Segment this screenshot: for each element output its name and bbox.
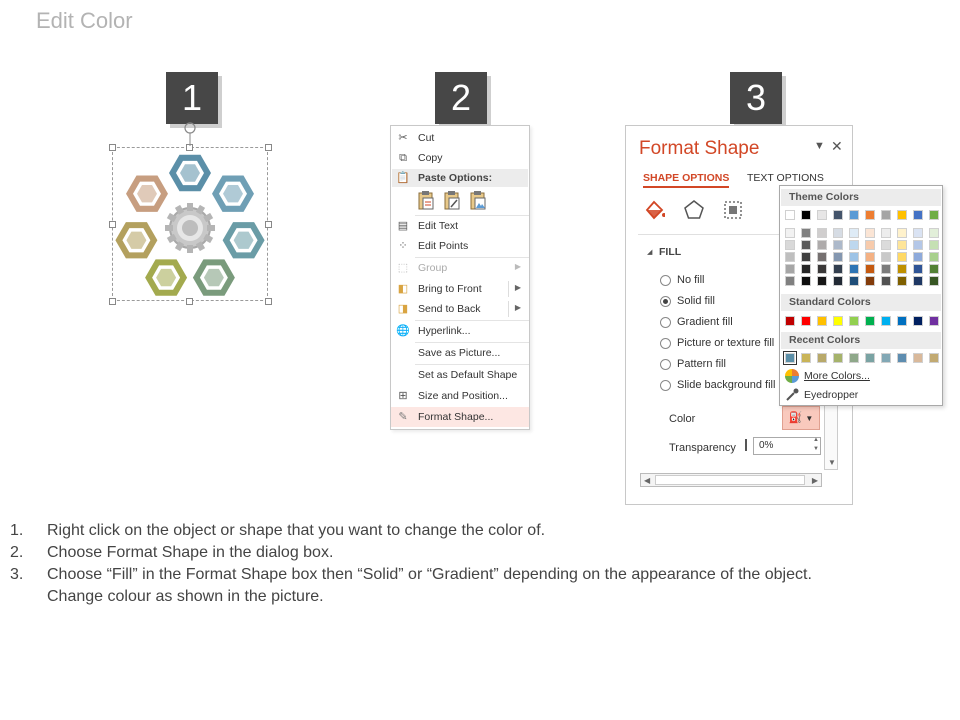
- paste-keep-formatting-icon[interactable]: [417, 190, 435, 210]
- theme-shade-swatch[interactable]: [785, 264, 795, 274]
- menu-item-cut[interactable]: ✂ Cut: [391, 128, 529, 148]
- pane-title: Format Shape: [639, 138, 760, 159]
- tab-shape-options[interactable]: SHAPE OPTIONS: [643, 172, 729, 188]
- menu-item-format-shape[interactable]: ✎ Format Shape...: [391, 407, 529, 427]
- gear-tooth: [187, 245, 193, 253]
- standard-color-swatch[interactable]: [881, 316, 891, 326]
- radio-button[interactable]: [660, 338, 671, 349]
- theme-shade-swatch[interactable]: [833, 252, 843, 262]
- menu-item-copy[interactable]: ⧉ Copy: [391, 148, 529, 168]
- theme-shade-swatch[interactable]: [817, 228, 827, 238]
- theme-shade-swatch[interactable]: [881, 252, 891, 262]
- theme-color-swatch[interactable]: [929, 210, 939, 220]
- transparency-input[interactable]: 0%: [753, 437, 821, 455]
- hexagon-shape[interactable]: [223, 222, 265, 258]
- format-shape-icon: ✎: [398, 411, 408, 423]
- scissors-icon: ✂: [398, 132, 408, 144]
- pane-horizontal-scrollbar[interactable]: [640, 473, 822, 487]
- theme-shade-swatch[interactable]: [817, 240, 827, 250]
- submenu-arrow-icon: ▶: [514, 303, 521, 312]
- chevron-down-icon: ▼: [805, 414, 814, 423]
- spin-up-icon[interactable]: ▲: [813, 437, 819, 443]
- transparency-label: Transparency: [669, 442, 736, 454]
- recent-color-swatch[interactable]: [881, 353, 891, 363]
- size-properties-icon[interactable]: [721, 198, 743, 220]
- step-badge-3: 3: [730, 72, 782, 124]
- recent-color-swatch[interactable]: [817, 353, 827, 363]
- hexagon-shape[interactable]: [193, 259, 235, 295]
- menu-item-group[interactable]: ⬚ Group ▶: [397, 262, 521, 274]
- edit-text-icon: ▤: [397, 220, 409, 232]
- theme-shade-swatch[interactable]: [913, 276, 923, 286]
- hexagon-shape[interactable]: [212, 176, 254, 212]
- tab-text-options[interactable]: TEXT OPTIONS: [747, 172, 824, 184]
- theme-shade-swatch[interactable]: [913, 228, 923, 238]
- standard-color-swatch[interactable]: [897, 316, 907, 326]
- instruction-item: 3. Choose “Fill” in the Format Shape box then “Solid” or “Gradient” depending on the appearance of the object.: [10, 566, 812, 583]
- standard-color-swatch[interactable]: [913, 316, 923, 326]
- paste-icon: 📋: [396, 172, 410, 184]
- menu-item-save-as-picture[interactable]: Save as Picture...: [418, 347, 501, 359]
- color-palette-dropdown: [779, 185, 943, 406]
- theme-shade-swatch[interactable]: [849, 228, 859, 238]
- color-label: Color: [669, 413, 696, 425]
- color-wheel-icon: [785, 369, 799, 383]
- theme-shade-swatch[interactable]: [817, 264, 827, 274]
- paste-picture-icon[interactable]: [469, 190, 487, 210]
- transparency-slider[interactable]: [745, 439, 747, 451]
- theme-shade-swatch[interactable]: [881, 228, 891, 238]
- theme-shade-swatch[interactable]: [817, 276, 827, 286]
- theme-shade-swatch[interactable]: [929, 252, 939, 262]
- theme-shade-swatch[interactable]: [833, 240, 843, 250]
- hexagon-shape[interactable]: [126, 176, 168, 212]
- recent-color-swatch[interactable]: [849, 353, 859, 363]
- theme-color-swatch[interactable]: [897, 210, 907, 220]
- hexagon-shape[interactable]: [145, 259, 187, 295]
- theme-shade-swatch[interactable]: [929, 264, 939, 274]
- step-badge-1: 1: [166, 72, 218, 124]
- recent-color-swatch[interactable]: [865, 353, 875, 363]
- instructions-list: [10, 522, 950, 610]
- pane-options-dropdown-icon[interactable]: ▼: [814, 140, 825, 152]
- recent-color-swatch[interactable]: [913, 353, 923, 363]
- fill-color-button[interactable]: [782, 406, 820, 430]
- slide-title: Edit Color: [36, 8, 133, 33]
- radio-button[interactable]: [660, 380, 671, 391]
- menu-item-bring-to-front[interactable]: ◧ Bring to Front ▶: [397, 283, 521, 295]
- recent-color-swatch[interactable]: [833, 353, 843, 363]
- theme-shade-swatch[interactable]: [833, 264, 843, 274]
- paste-use-destination-icon[interactable]: [443, 190, 461, 210]
- close-icon[interactable]: ✕: [831, 138, 843, 154]
- theme-shade-swatch[interactable]: [785, 228, 795, 238]
- standard-color-swatch[interactable]: [817, 316, 827, 326]
- theme-shade-swatch[interactable]: [929, 240, 939, 250]
- rotate-handle-icon: [185, 123, 195, 146]
- theme-shade-swatch[interactable]: [897, 252, 907, 262]
- hexagon-gear-graphic[interactable]: [108, 118, 273, 308]
- radio-button[interactable]: [660, 359, 671, 370]
- recent-color-swatch[interactable]: [929, 353, 939, 363]
- theme-shade-swatch[interactable]: [833, 276, 843, 286]
- theme-shade-swatch[interactable]: [801, 228, 811, 238]
- theme-shade-swatch[interactable]: [865, 252, 875, 262]
- theme-shade-swatch[interactable]: [801, 264, 811, 274]
- bring-to-front-icon: ◧: [397, 283, 409, 295]
- theme-shade-swatch[interactable]: [849, 264, 859, 274]
- scroll-right-icon[interactable]: ▶: [811, 476, 818, 485]
- theme-shade-swatch[interactable]: [865, 240, 875, 250]
- fill-line-icon[interactable]: [643, 198, 665, 220]
- group-icon: ⬚: [397, 262, 409, 274]
- theme-shade-swatch[interactable]: [913, 252, 923, 262]
- spin-down-icon[interactable]: ▼: [813, 446, 819, 452]
- scrollbar-thumb[interactable]: [655, 475, 805, 485]
- radio-button[interactable]: [660, 317, 671, 328]
- instruction-item: Change colour as shown in the picture.: [47, 588, 324, 605]
- theme-shade-swatch[interactable]: [785, 276, 795, 286]
- theme-shade-swatch[interactable]: [801, 240, 811, 250]
- recent-color-swatch[interactable]: [897, 353, 907, 363]
- standard-color-swatch[interactable]: [849, 316, 859, 326]
- effects-pentagon-icon[interactable]: [682, 198, 704, 220]
- gear-tooth: [165, 225, 173, 231]
- theme-shade-swatch[interactable]: [929, 228, 939, 238]
- paint-bucket-icon: ⛽: [788, 412, 803, 424]
- theme-shade-swatch[interactable]: [865, 228, 875, 238]
- gear-tooth: [187, 203, 193, 211]
- fill-section-header[interactable]: FILL: [659, 246, 682, 258]
- eyedropper-option[interactable]: Eyedropper: [804, 389, 859, 401]
- theme-shade-swatch[interactable]: [897, 228, 907, 238]
- theme-color-swatch[interactable]: [833, 210, 843, 220]
- radio-button[interactable]: [660, 275, 671, 286]
- theme-color-swatch[interactable]: [785, 210, 795, 220]
- theme-shade-swatch[interactable]: [785, 252, 795, 262]
- standard-color-swatch[interactable]: [801, 316, 811, 326]
- radio-button-selected[interactable]: [660, 296, 671, 307]
- standard-color-swatch[interactable]: [785, 316, 795, 326]
- menu-item-hyperlink[interactable]: 🌐 Hyperlink...: [396, 325, 471, 337]
- scroll-left-icon[interactable]: ◀: [644, 476, 651, 485]
- theme-shade-swatch[interactable]: [849, 276, 859, 286]
- menu-item-size-position[interactable]: ⊞ Size and Position...: [391, 386, 529, 406]
- eyedropper-icon: [785, 388, 799, 402]
- theme-shade-swatch[interactable]: [785, 240, 795, 250]
- theme-shade-swatch[interactable]: [849, 240, 859, 250]
- menu-item-set-default-shape[interactable]: Set as Default Shape: [418, 369, 518, 381]
- theme-shade-swatch[interactable]: [881, 240, 891, 250]
- menu-item-send-to-back[interactable]: ◨ Send to Back ▶: [397, 303, 521, 315]
- theme-shade-swatch[interactable]: [929, 276, 939, 286]
- standard-colors-header: Standard Colors: [781, 294, 941, 311]
- theme-shade-swatch[interactable]: [881, 276, 891, 286]
- theme-shade-swatch[interactable]: [881, 264, 891, 274]
- standard-color-swatch[interactable]: [833, 316, 843, 326]
- copy-icon: ⧉: [399, 152, 407, 164]
- instruction-item: 2. Choose Format Shape in the dialog box.: [10, 544, 334, 561]
- theme-color-swatch[interactable]: [881, 210, 891, 220]
- theme-shade-swatch[interactable]: [801, 252, 811, 262]
- theme-colors-header: Theme Colors: [781, 189, 941, 206]
- step-badge-2: 2: [435, 72, 487, 124]
- recent-colors-header: Recent Colors: [781, 332, 941, 349]
- submenu-arrow-icon: ▶: [514, 283, 521, 292]
- theme-shade-swatch[interactable]: [897, 264, 907, 274]
- theme-shade-swatch[interactable]: [897, 240, 907, 250]
- recent-color-swatch[interactable]: [801, 353, 811, 363]
- theme-shade-swatch[interactable]: [849, 252, 859, 262]
- size-position-icon: ⊞: [398, 390, 408, 402]
- theme-shade-swatch[interactable]: [801, 276, 811, 286]
- recent-color-swatch[interactable]: [785, 353, 795, 363]
- theme-shade-swatch[interactable]: [865, 276, 875, 286]
- send-to-back-icon: ◨: [397, 303, 409, 315]
- more-colors-link[interactable]: More Colors...: [804, 370, 870, 382]
- context-menu: [390, 125, 530, 430]
- theme-color-swatch[interactable]: [865, 210, 875, 220]
- gear-tooth: [207, 225, 215, 231]
- standard-color-swatch[interactable]: [865, 316, 875, 326]
- hyperlink-icon: 🌐: [396, 325, 410, 337]
- theme-color-swatch[interactable]: [801, 210, 811, 220]
- menu-item-edit-text[interactable]: ▤ Edit Text: [397, 220, 459, 232]
- menu-item-paste-options: 📋 Paste Options:: [396, 172, 493, 184]
- theme-shade-swatch[interactable]: [833, 228, 843, 238]
- submenu-arrow-icon: ▶: [514, 262, 521, 271]
- scroll-down-icon[interactable]: ▼: [828, 458, 836, 467]
- hexagon-shape[interactable]: [115, 222, 157, 258]
- menu-item-edit-points[interactable]: ⁘ Edit Points: [391, 236, 529, 256]
- theme-shade-swatch[interactable]: [897, 276, 907, 286]
- theme-shade-swatch[interactable]: [913, 264, 923, 274]
- gear-icon: [165, 203, 215, 253]
- theme-color-swatch[interactable]: [913, 210, 923, 220]
- edit-points-icon: ⁘: [398, 240, 408, 252]
- theme-color-swatch[interactable]: [817, 210, 827, 220]
- format-shape-pane: Format Shape ▼ ✕ SHAPE OPTIONS TEXT OPTIONS ◢ FILL No fill Solid fill Gradient fill Picture or texture fill Pattern fill Slide background fill Color Transparency: [625, 125, 853, 505]
- theme-color-swatch[interactable]: [849, 210, 859, 220]
- theme-shade-swatch[interactable]: [913, 240, 923, 250]
- hexagon-shape[interactable]: [169, 155, 211, 191]
- theme-shade-swatch[interactable]: [817, 252, 827, 262]
- theme-shade-swatch[interactable]: [865, 264, 875, 274]
- collapse-triangle-icon[interactable]: ◢: [647, 249, 653, 256]
- standard-color-swatch[interactable]: [929, 316, 939, 326]
- instruction-item: 1. Right click on the object or shape that you want to change the color of.: [10, 522, 546, 539]
